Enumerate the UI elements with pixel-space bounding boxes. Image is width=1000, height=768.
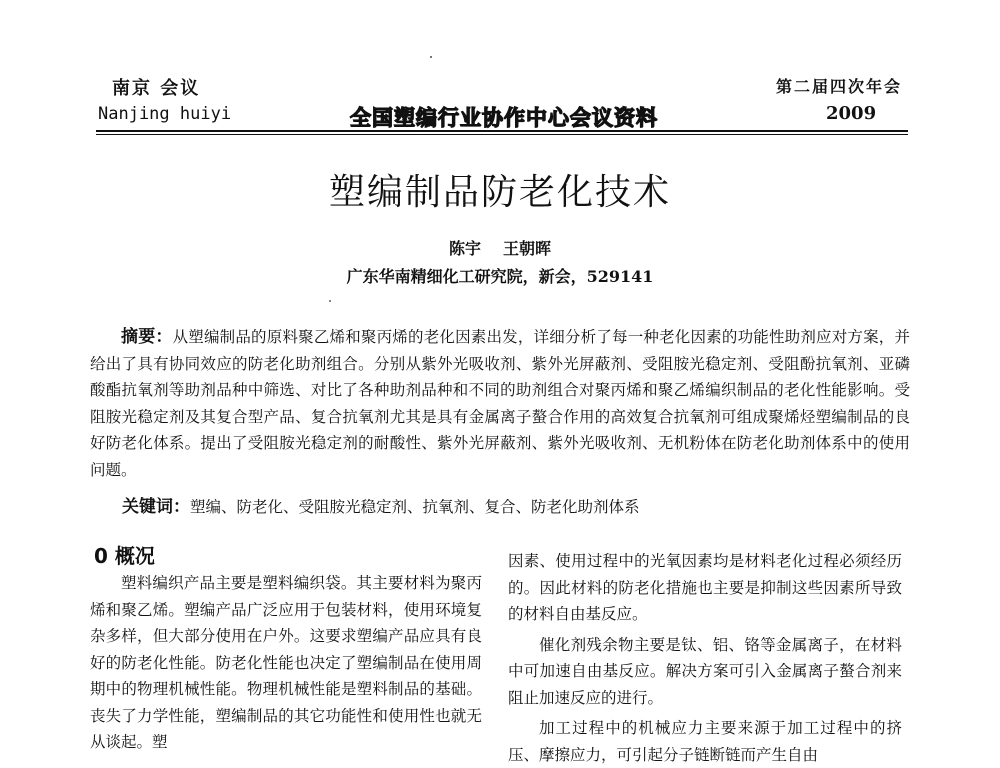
- right-column: [508, 548, 902, 768]
- section-heading: 0 概况: [94, 544, 155, 568]
- scan-speck: [430, 56, 432, 58]
- paper-authors: [0, 236, 1000, 259]
- abstract-label: 摘要：: [121, 327, 173, 347]
- abstract: [90, 324, 910, 483]
- keywords-text: 塑编、防老化、受阻胺光稳定剂、抗氧剂、复合、防老化助剂体系: [190, 498, 640, 516]
- paper-affiliation: 广东华南精细化工研究院，新会，529141: [346, 267, 654, 286]
- header-session: 第二届四次年会: [776, 77, 903, 96]
- paragraph: 催化剂残余物主要是钛、铝、铬等金属离子，在材料中可加速自由基反应。解决方案可引入金属离子螯合剂来阻止加速反应的进行。: [508, 635, 902, 707]
- keywords-label: 关键词：: [122, 497, 190, 517]
- header-rule-thin: [96, 134, 908, 135]
- header-conference-pinyin: Nanjing huiyi: [98, 104, 232, 124]
- scan-speck: [329, 300, 331, 302]
- header-proceedings-title: 全国塑编行业协作中心会议资料: [350, 105, 658, 130]
- left-column-text: 塑料编织产品主要是塑料编织袋。其主要材料为聚丙烯和聚乙烯。塑编产品广泛应用于包装材料，使用环境复杂多样，但大部分使用在户外。这要求塑编产品应具有良好的防老化性能。防老化性能也决定了塑编制品在使用周期中的物理机械性能。物理机械性能是塑料制品的基础。丧失了力学性能，塑编制品的其它功能性和使用性也就无从谈起。塑: [90, 574, 482, 751]
- header-rule-thick: [96, 130, 908, 132]
- abstract-text: 从塑编制品的原料聚乙烯和聚丙烯的老化因素出发，详细分析了每一种老化因素的功能性助剂应对方案，并给出了具有协同效应的防老化助剂组合。分别从紫外光吸收剂、紫外光屏蔽剂、受阻胺光稳定剂、受阻酚抗氧剂、亚磷酸酯抗氧剂等助剂品种中筛选、对比了各种助剂品种和不同的助剂组合对聚丙烯和聚乙烯编织制品的老化性能影响。受阻胺光稳定剂及其复合型产品、复合抗氧剂尤其是具有金属离子螯合作用的高效复合抗氧剂可组成聚烯烃塑编制品的良好防老化体系。提出了受阻胺光稳定剂的耐酸性、紫外光屏蔽剂、紫外光吸收剂、无机粉体在防老化助剂体系中的使用问题。: [90, 328, 911, 479]
- header-year: 2009: [826, 103, 877, 124]
- paragraph: 加工过程中的机械应力主要来源于加工过程中的挤压、摩擦应力，可引起分子链断链而产生自由: [508, 719, 902, 764]
- author-name: 王朝晖: [503, 239, 552, 258]
- paper-title: 塑编制品防老化技术: [328, 172, 671, 213]
- header-conference-name: 南京 会议: [112, 78, 201, 99]
- paragraph: 因素、使用过程中的光氧因素均是材料老化过程必须经历的。因此材料的防老化措施也主要是抑制这些因素所导致的材料自由基反应。: [508, 552, 902, 623]
- keywords: [122, 492, 640, 517]
- author-name: 陈宇: [448, 239, 481, 258]
